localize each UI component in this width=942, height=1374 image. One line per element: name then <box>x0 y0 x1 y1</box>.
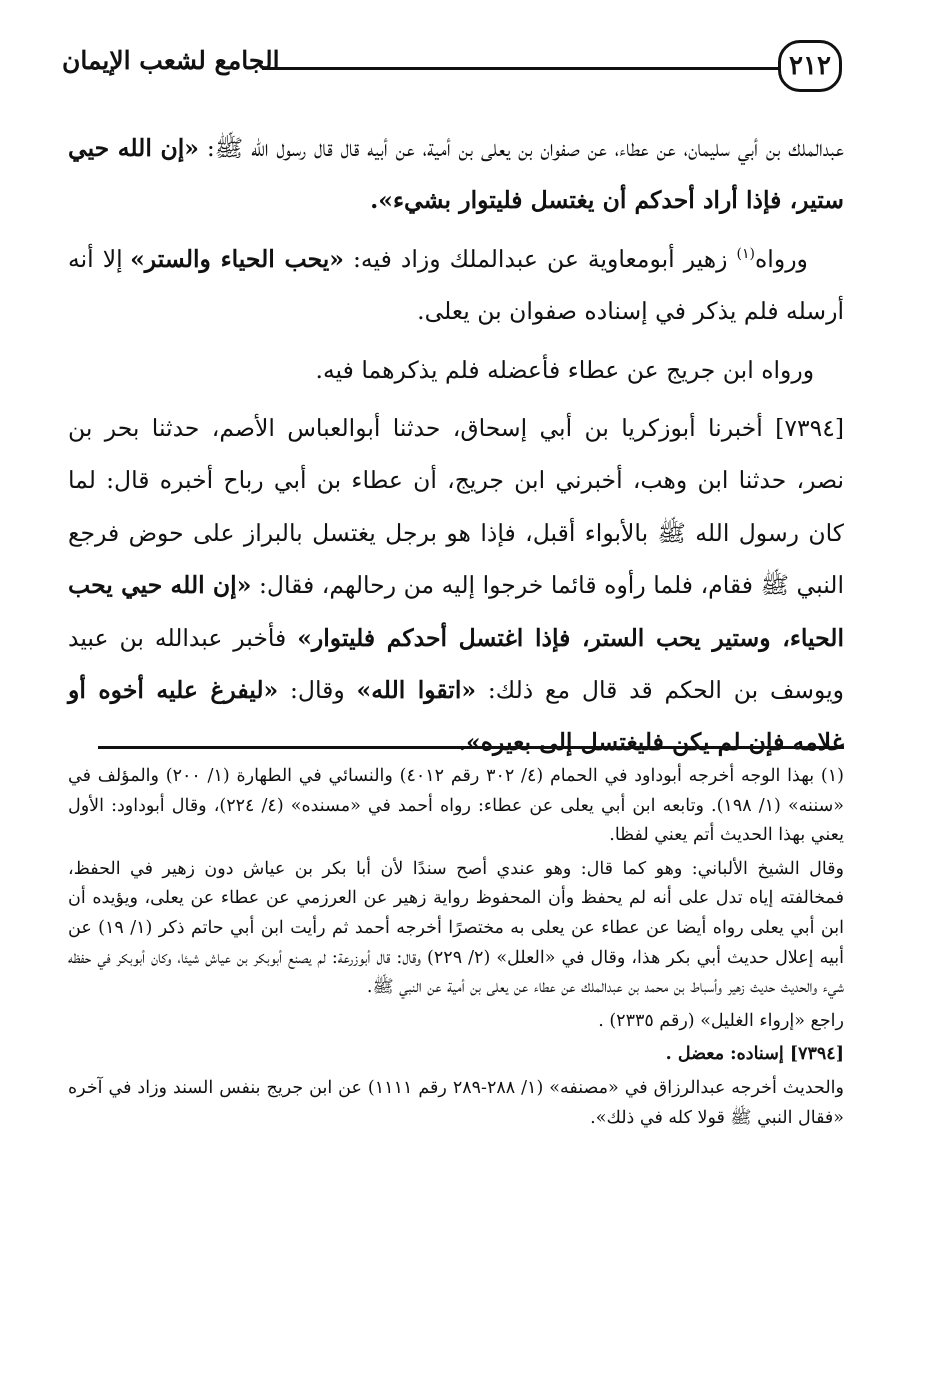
paragraph <box>68 233 844 338</box>
narration-text: فأخبر عبدالله بن عبيد ويوسف بن الحكم قد قال مع ذلك: <box>68 623 844 705</box>
header-rule <box>262 67 778 70</box>
page-number: ٢١٢ <box>778 40 842 92</box>
narration-text: وقال: <box>278 676 357 705</box>
paragraph <box>68 122 844 227</box>
footnote-takhrij: والحديث أخرجه عبدالرزاق في «مصنفه» (١/ ٢٨٨-٢٨٩ رقم ١١١١) عن ابن جريج بنفس السند وزاد في آخره «فقال النبي ﷺ قولا كله في ذلك». <box>68 1077 844 1128</box>
hadith-text: «يحب الحياء والستر» <box>130 244 344 273</box>
narration-text: زهير أبومعاوية عن عبدالملك وزاد فيه: <box>343 244 737 273</box>
footnotes <box>68 762 844 1133</box>
paragraph <box>68 402 844 769</box>
narration-text: . <box>458 728 467 757</box>
isnad-grade: [٧٣٩٤] إسناده: معضل . <box>665 1044 844 1065</box>
narration-text: ورواه ابن جريج عن عطاء فأعضله فلم يذكرهما فيه. <box>315 355 815 384</box>
hadith-text: «ليفرغ عليه أخوه أو غلامه فإن لم يكن فليغتسل إلى بعيره» <box>68 676 844 757</box>
narration-text: إلا أنه أرسله فلم يذكر في إسناده صفوان بن يعلى. <box>68 244 844 326</box>
page-header <box>62 40 842 102</box>
hadith-text: «اتقوا الله» <box>356 676 477 705</box>
main-text <box>68 122 844 769</box>
hadith-text: «إن الله حيي ستير، فإذا أراد أحدكم أن يغتسل فليتوار بشيء». <box>68 134 844 215</box>
hadith-text: «إن الله حيي يحب الحياء، وستير يحب الستر، فإذا اغتسل أحدكم فليتوار» <box>68 571 844 652</box>
paragraph <box>68 344 844 396</box>
narration-text: ورواه <box>755 244 808 273</box>
footnote-reference: راجع «إرواء الغليل» (رقم ٢٣٣٥) . <box>598 1010 844 1031</box>
footnote-separator <box>98 746 844 749</box>
footnote-commentary: وقال الشيخ الألباني: وهو كما قال: وهو عندي أصح سندًا لأن أبا بكر بن عياش دون زهير في الحفظ، فمخالفته إياه تدل على أنه لم يحفظ وأن المحفوظ رواية زهير عن العرزمي عن عطاء عن يعلى، ويؤيده أن ابن أبي يعلى رواه أيضا عن عطاء عن يعلى به مختصرًا أخرجه أحمد ثم رأيت ابن أبي حاتم ذكر (١/ ١٩) عن أبيه إعلال حديث أبي بكر هذا، وقال في «العلل» (٢/ ٢٢٩) وقال: قال أبوزرعة: لم يصنع أبوبكر بن عياش شيئا، وكان أبوبكر في حفظه شيء والحديث حديث زهير وأسباط بن محمد بن عبدالملك عن عطاء عن يعلى بن أمية عن النبي ﷺ. <box>68 858 844 998</box>
book-title: الجامع لشعب الإيمان <box>62 46 280 75</box>
narration-text: [٧٣٩٤] أخبرنا أبوزكريا بن أبي إسحاق، حدثنا أبوالعباس الأصم، حدثنا بحر بن نصر، حدثنا ابن وهب، أخبرني ابن جريج، أن عطاء بن أبي رباح أخبره قال: لما كان رسول الله ﷺ بالأبواء أقبل، فإذا هو برجل يغتسل بالبراز على حوض فرجع النبي ﷺ فقام، فلما رأوه قائما خرجوا إليه من رحالهم، فقال: <box>68 414 845 600</box>
narration-text: عبدالملك بن أبي سليمان، عن عطاء، عن صفوان بن يعلى بن أمية، عن أبيه قال قال رسول الله ﷺ: <box>198 134 844 162</box>
footnote-ref[interactable]: (١) <box>736 245 755 262</box>
footnote-1: (١) بهذا الوجه أخرجه أبوداود في الحمام (٤/ ٣٠٢ رقم ٤٠١٢) والنسائي في الطهارة (١/ ٢٠٠) والمؤلف في «سننه» (١/ ١٩٨). وتابعه ابن أبي يعلى عن عطاء: رواه أحمد في «مسنده» (٤/ ٢٢٤)، وقال أبوداود: الأول يعني بهذا الحديث أتم يعني لفظا. <box>68 766 844 846</box>
